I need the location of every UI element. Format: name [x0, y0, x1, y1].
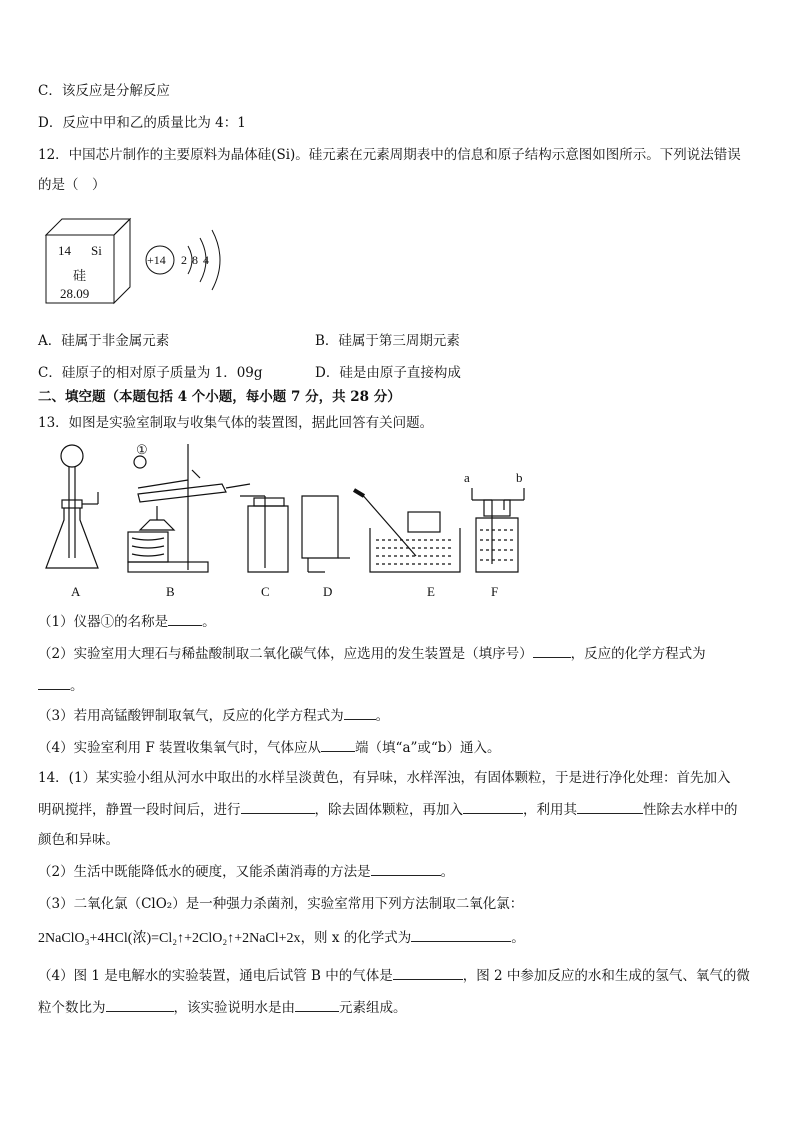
q14-part4-cont: [38, 998, 407, 1018]
q14-line2: [38, 800, 738, 820]
q14-blank4[interactable]: [371, 862, 441, 876]
lab-apparatus-figure: [40, 440, 540, 580]
q14-blank6[interactable]: [393, 966, 463, 980]
element-mass: 28.09: [60, 286, 90, 301]
q14-p4-text3: 粒个数比为: [38, 1000, 106, 1016]
q13-blank5[interactable]: [321, 738, 355, 752]
q12-option-c: C．硅原子的相对原子质量为 1．09g: [38, 365, 263, 381]
q14-p4-end: 元素组成。: [339, 1000, 407, 1016]
q13-p2-text2: ，反应的化学方程式为: [570, 646, 706, 662]
q13-blank1[interactable]: [168, 612, 202, 626]
q13-blank3[interactable]: [38, 676, 70, 690]
q14-equation-line: [38, 928, 525, 949]
q14-blank5[interactable]: [411, 928, 511, 942]
q14-p2-text: （2）生活中既能降低水的硬度，又能杀菌消毒的方法是: [38, 864, 371, 880]
label-D: D: [323, 584, 333, 599]
q12-stem-line2: 的是（ ）: [38, 177, 106, 193]
element-symbol: Si: [91, 243, 102, 258]
q14-l2-text: 明矾搅拌，静置一段时间后，进行: [38, 802, 241, 818]
q14-line1: 14．(1）某实验小组从河水中取出的水样呈淡黄色，有异味，水样浑浊，有固体颗粒，于是进行净化处理：首先加入: [38, 770, 731, 786]
q13-part4: [38, 738, 500, 758]
label-A: A: [71, 584, 81, 599]
atom-nucleus: +14: [147, 253, 166, 267]
q14-blank7[interactable]: [106, 998, 174, 1012]
q13-blank4[interactable]: [344, 706, 376, 720]
q13-p3-text: （3）若用高锰酸钾制取氧气，反应的化学方程式为: [38, 708, 344, 724]
q14-part4: [38, 966, 750, 986]
q14-l2-text2: ，除去固体颗粒，再加入: [314, 802, 463, 818]
q14-p4-text2: ，图 2 中参加反应的水和生成的氢气、氧气的微: [462, 968, 750, 984]
element-number: 14: [58, 243, 71, 258]
q13-part1: [38, 612, 216, 632]
label-E: E: [427, 584, 435, 599]
q14-blank2[interactable]: [463, 800, 523, 814]
q13-p3-end: 。: [375, 708, 390, 724]
q14-line3: 颜色和异味。: [38, 832, 119, 848]
q14-l2-text3: ，利用其: [523, 802, 577, 818]
q14-equation: 2NaClO₃+4HCl(浓)=Cl₂↑+2ClO₂↑+2NaCl+2x: [38, 931, 301, 946]
q13-stem: 13．如图是实验室制取与收集气体的装置图，据此回答有关问题。: [38, 415, 434, 431]
q14-blank1[interactable]: [241, 800, 315, 814]
q12-option-a: A．硅属于非金属元素: [38, 333, 170, 349]
q13-p4-end: 端（填“a”或“b）通入。: [355, 740, 501, 756]
element-name: 硅: [73, 268, 87, 283]
q13-p1-text: （1）仪器①的名称是: [38, 614, 169, 630]
q13-part3: [38, 706, 389, 726]
q14-p4-text: （4）图 1 是电解水的实验装置，通电后试管 B 中的气体是: [38, 968, 393, 984]
q14-eq-end: 。: [511, 930, 525, 946]
marker-one: ①: [136, 442, 148, 457]
q14-blank3[interactable]: [577, 800, 643, 814]
q13-part2-cont: [38, 676, 84, 696]
atom-shells: 2 8 4: [181, 253, 209, 267]
q14-eq-tail: ，则 x 的化学式为: [300, 930, 412, 946]
port-a-label: a: [464, 470, 470, 485]
q13-p4-text: （4）实验室利用 F 装置收集氧气时，气体应从: [38, 740, 322, 756]
q13-p2-end: 。: [70, 678, 84, 694]
q14-l2-text4: 性除去水样中的: [643, 802, 738, 818]
q14-part3: （3）二氧化氯（ClO₂）是一种强力杀菌剂，实验室常用下列方法制取二氧化氯：: [38, 896, 524, 912]
q13-p2-text: （2）实验室用大理石与稀盐酸制取二氧化碳气体，应选用的发生装置是（填序号）: [38, 646, 533, 662]
q13-part2: [38, 644, 706, 664]
q12-option-b: B．硅属于第三周期元素: [315, 333, 460, 349]
q12-stem-line1: 12．中国芯片制作的主要原料为晶体硅(Si)。硅元素在元素周期表中的信息和原子结构示意图如图所示。下列说法错误: [38, 147, 741, 163]
q12-option-d: D．硅是由原子直接构成: [315, 365, 461, 381]
option-c-prev: C．该反应是分解反应: [38, 83, 170, 99]
q14-p4-text4: ，该实验说明水是由: [173, 1000, 295, 1016]
port-b-label: b: [516, 470, 523, 485]
q13-p1-end: 。: [202, 614, 216, 630]
q14-blank8[interactable]: [295, 998, 339, 1012]
label-B: B: [166, 584, 175, 599]
label-C: C: [261, 584, 270, 599]
label-F: F: [491, 584, 499, 599]
option-d-prev: D．反应中甲和乙的质量比为 4：1: [38, 115, 246, 131]
section-heading: 二、填空题（本题包括 4 个小题，每小题 7 分，共 28 分）: [38, 389, 401, 405]
q14-p2-end: 。: [440, 864, 455, 880]
q14-part2: [38, 862, 454, 882]
q13-blank2[interactable]: [533, 644, 571, 658]
